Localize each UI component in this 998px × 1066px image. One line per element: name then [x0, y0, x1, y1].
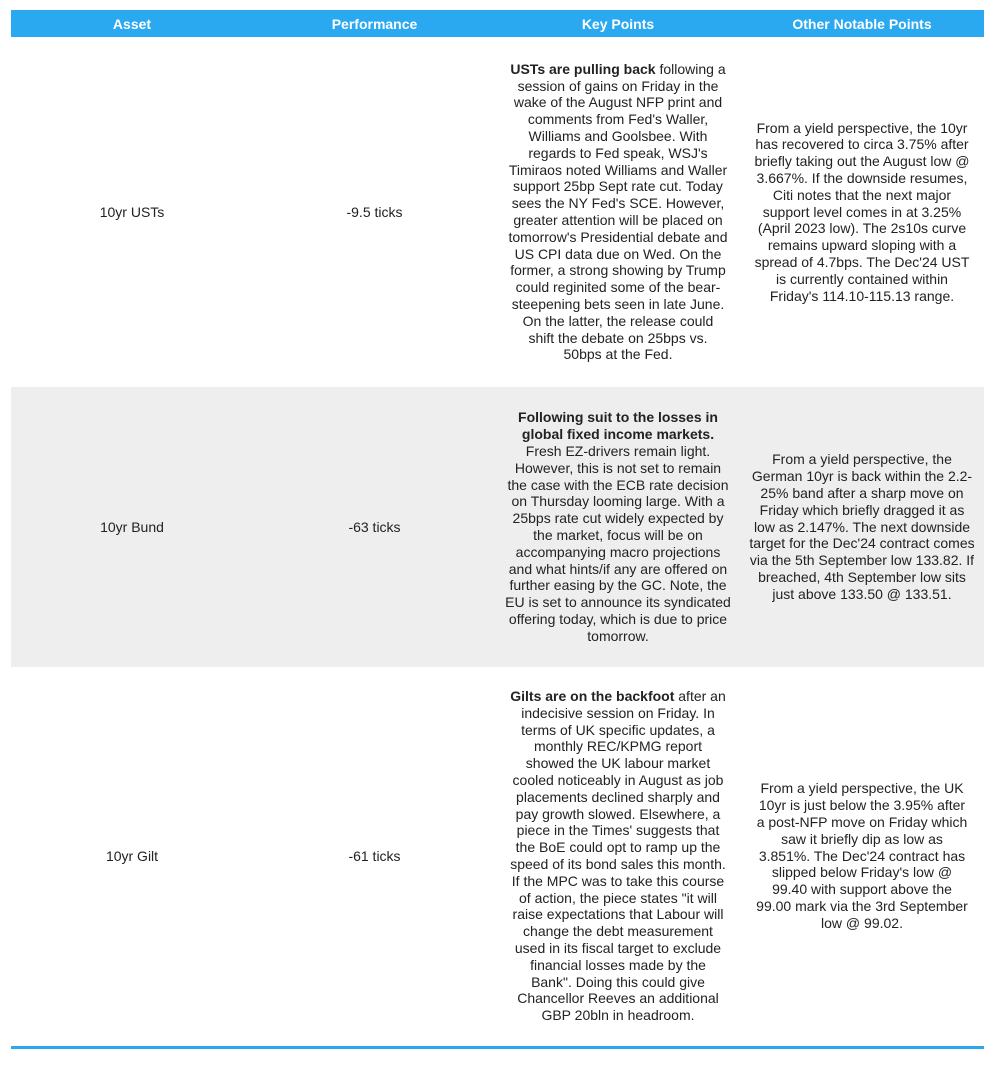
performance-cell: -63 ticks: [348, 518, 401, 535]
key-points-cell: [496, 667, 740, 1045]
key-points-text: [508, 61, 728, 363]
performance-cell: -61 ticks: [348, 847, 401, 864]
table-header: [11, 10, 984, 37]
key-points-cell: [496, 37, 740, 387]
key-points-text: [508, 688, 728, 1024]
other-points-cell: From a yield perspective, the German 10yr is back within the 2.2-25% band after a sharp move on Friday which briefly dragged it as low as 2.147%. The next downside target for the Dec'24 contract comes via the 5th September low 133.82. If breached, 4th September low sits just above 133.50 @ 133.51.: [749, 451, 975, 602]
key-points-highlight: Gilts are on the backfoot: [510, 688, 675, 705]
table-row: [11, 667, 984, 1045]
key-points-cell: [496, 387, 740, 667]
header-performance: Performance: [331, 15, 418, 32]
key-points-highlight: Following suit to the losses in global fixed income markets.: [518, 409, 718, 443]
table-row: [11, 37, 984, 387]
performance-cell: -9.5 ticks: [346, 203, 403, 220]
other-points-cell: From a yield perspective, the UK 10yr is just below the 3.95% after a post-NFP move on Friday which saw it briefly dip as low as 3.851%. The Dec'24 contract has slipped below Friday's low @ 99.40 with support above the 99.00 mark via the 3rd September low @ 99.02.: [756, 780, 968, 931]
key-points-body: after an indecisive session on Friday. In terms of UK specific updates, a monthly REC/KPMG report showed the UK labour market cooled noticeably in August as job placements declined sharply and pay growth slowed. Elsewhere, a piece in the Times' suggests that the BoE could opt to ramp up the speed of its bond sales this month. If the MPC was to take this course of action, the piece states "it will raise expectations that Labour will change the debt measurement used in its fiscal target to exclude financial losses made by the Bank". Doing this could give Chancellor Reeves an additional GBP 20bln in headroom.: [510, 688, 726, 1024]
key-points-highlight: USTs are pulling back: [510, 60, 656, 77]
key-points-body: Fresh EZ-drivers remain light. However, this is not set to remain the case with the ECB rate decision on Thursday looming large. With a 25bps rate cut widely expected by the market, focus will be on accompanying macro projections and what hints/if any are offered on further easing by the GC. Note, the EU is set to announce its syndicated offering today, which is due to price tomorrow.: [505, 443, 731, 644]
asset-cell: 10yr Bund: [100, 518, 164, 535]
header-other-points: Other Notable Points: [792, 15, 932, 32]
key-points-body: following a session of gains on Friday in the wake of the August NFP print and comments from Fed's Waller, Williams and Goolsbee. With regards to Fed speak, WSJ's Timiraos noted Williams and Waller support 25bp Sept rate cut. Today sees the NY Fed's SCE. However, greater attention will be placed on tomorrow's Presidential debate and US CPI data due on Wed. On the former, a strong showing by Trump could reginited some of the bear-steepening bets seen in late June. On the latter, the release could shift the debate on 25bps vs. 50bps at the Fed.: [508, 60, 728, 363]
market-table: [11, 10, 984, 1045]
table-row: [11, 387, 984, 667]
other-points-cell: From a yield perspective, the 10yr has recovered to circa 3.75% after briefly taking out the August low @ 3.667%. If the downside resumes, Citi notes that the next major support level comes in at 3.25% (April 2023 low). The 2s10s curve remains upward sloping with a spread of 4.7bps. The Dec'24 UST is currently contained within Friday's 114.10-115.13 range.: [754, 119, 970, 304]
header-key-points: Key Points: [581, 15, 655, 32]
header-asset: Asset: [112, 15, 152, 32]
key-points-text: [504, 409, 732, 644]
bottom-divider: [11, 1046, 984, 1049]
asset-cell: 10yr USTs: [99, 203, 165, 220]
asset-cell: 10yr Gilt: [105, 847, 159, 864]
